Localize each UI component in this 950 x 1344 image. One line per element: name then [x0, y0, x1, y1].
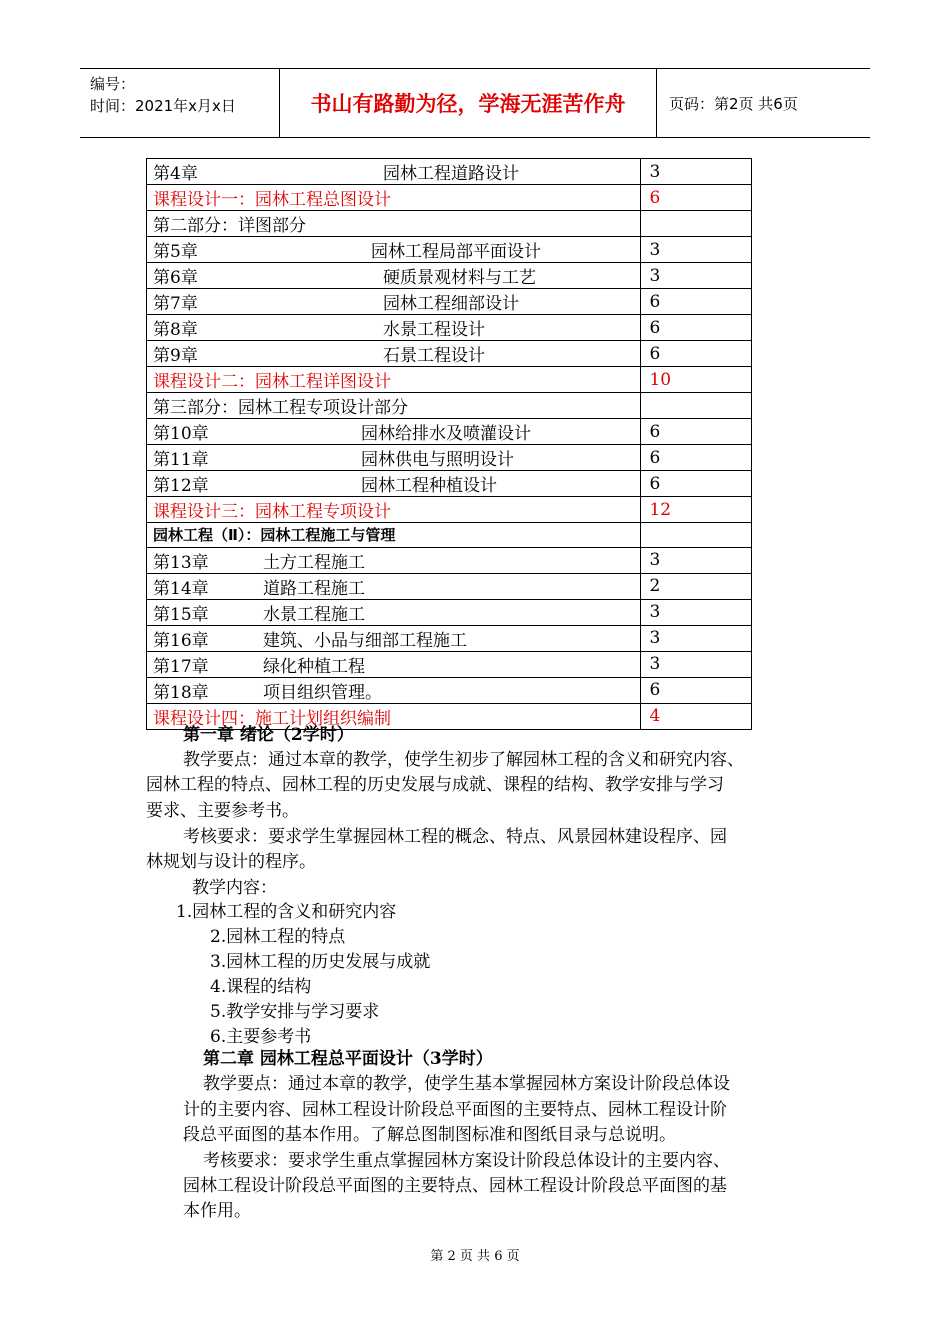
chapter2-exam-line: 本作用。: [183, 1201, 251, 1221]
chapter-title: 项目组织管理。: [263, 682, 382, 703]
chapter-number: 第16章: [153, 630, 209, 651]
table-row: [147, 237, 752, 263]
table-row: [147, 445, 752, 471]
chapter-title: 道路工程施工: [263, 578, 365, 599]
chapter1-points-line: 园林工程的特点、园林工程的历史发展与成就、课程的结构、教学安排与学习: [146, 775, 724, 795]
table-row: [147, 497, 752, 523]
hours-cell: 3: [641, 651, 752, 677]
hours-cell: 6: [641, 315, 752, 341]
chapter-title: 园林工程细部设计: [383, 294, 519, 314]
hours-cell: 6: [641, 289, 752, 315]
content-item: 3.园林工程的历史发展与成就: [210, 952, 431, 972]
table-row: [147, 677, 752, 703]
number-label: 编号：: [90, 75, 136, 93]
chapter2-points-line: 教学要点：通过本章的教学，使学生基本掌握园林方案设计阶段总体设: [203, 1074, 730, 1094]
table-row: [147, 315, 752, 341]
chapter-number: 第7章: [153, 294, 198, 314]
hours-cell: 3: [641, 263, 752, 289]
chapter-number: 第18章: [153, 682, 209, 703]
chapter-number: 第8章: [153, 320, 198, 340]
chapter-number: 第6章: [153, 268, 198, 288]
chapter1-exam-line: 林规划与设计的程序。: [146, 852, 316, 872]
chapter-number: 第5章: [153, 242, 198, 262]
chapter-title: 水景工程设计: [383, 320, 485, 340]
syllabus-table: [146, 158, 752, 730]
chapter-title: 园林供电与照明设计: [361, 450, 514, 470]
table-row: [147, 523, 752, 548]
hours-cell: 3: [641, 547, 752, 573]
hours-cell: 10: [641, 367, 752, 393]
section-label: 第三部分：园林工程专项设计部分: [147, 393, 641, 419]
content-item: 2.园林工程的特点: [210, 927, 346, 947]
table-row: [147, 263, 752, 289]
chapter-title: 建筑、小品与细部工程施工: [263, 630, 467, 651]
hours-cell: 3: [641, 159, 752, 185]
table-row: [147, 599, 752, 625]
section-label: 第二部分：详图部分: [147, 211, 641, 237]
chapter-number: 第14章: [153, 578, 209, 599]
table-row: [147, 341, 752, 367]
table-row: [147, 393, 752, 419]
chapter-number: 第4章: [153, 164, 198, 184]
chapter2-heading: 第二章 园林工程总平面设计（3学时）: [203, 1049, 493, 1069]
hours-cell: 6: [641, 677, 752, 703]
hours-cell: 3: [641, 237, 752, 263]
chapter1-points-line: 教学要点：通过本章的教学，使学生初步了解园林工程的含义和研究内容、: [183, 750, 744, 770]
hours-cell: 12: [641, 497, 752, 523]
content-item: 1.园林工程的含义和研究内容: [176, 902, 397, 922]
chapter-title: 水景工程施工: [263, 604, 365, 625]
chapter2-points-line: 计的主要内容、园林工程设计阶段总平面图的主要特点、园林工程设计阶: [183, 1100, 727, 1120]
hours-cell: 3: [641, 625, 752, 651]
content-item: 6.主要参考书: [210, 1027, 312, 1047]
header-page-label: 页码：第2页 共6页: [669, 94, 798, 113]
chapter-number: 第11章: [153, 450, 209, 470]
hours-cell: 3: [641, 599, 752, 625]
chapter-title: 园林给排水及喷灌设计: [361, 424, 531, 444]
content-item: 4.课程的结构: [210, 977, 312, 997]
page-footer: 第 2 页 共 6 页: [430, 1249, 520, 1264]
chapter-title: 石景工程设计: [383, 346, 485, 366]
chapter-title: 园林工程局部平面设计: [371, 242, 541, 262]
chapter2-exam-line: 园林工程设计阶段总平面图的主要特点、园林工程设计阶段总平面图的基: [183, 1176, 727, 1196]
hours-cell: 6: [641, 445, 752, 471]
chapter2-points-line: 段总平面图的基本作用。了解总图制图标准和图纸目录与总说明。: [183, 1125, 676, 1145]
table-row: [147, 471, 752, 497]
table-row: [147, 573, 752, 599]
chapter1-content-label: 教学内容：: [192, 878, 277, 898]
part-heading: 园林工程（Ⅱ）：园林工程施工与管理: [147, 523, 641, 548]
table-row: [147, 289, 752, 315]
hours-cell: 6: [641, 341, 752, 367]
table-row: [147, 419, 752, 445]
course-design-label: 课程设计二：园林工程详图设计: [147, 367, 641, 393]
chapter-number: 第12章: [153, 476, 209, 496]
content-item: 5.教学安排与学习要求: [210, 1002, 380, 1022]
course-design-label: 课程设计四：施工计划组织编制: [147, 703, 641, 729]
chapter1-exam-line: 考核要求：要求学生掌握园林工程的概念、特点、风景园林建设程序、园: [183, 827, 727, 847]
table-row: [147, 211, 752, 237]
chapter-number: 第10章: [153, 424, 209, 444]
chapter-title: 绿化种植工程: [263, 656, 365, 677]
chapter1-heading: 第一章 绪论（2学时）: [183, 725, 354, 745]
table-row: [147, 367, 752, 393]
hours-cell: [641, 523, 752, 548]
chapter-number: 第17章: [153, 656, 209, 677]
header-motto: 书山有路勤为径，学海无涯苦作舟: [280, 69, 657, 137]
chapter-title: 园林工程种植设计: [361, 476, 497, 496]
table-row: [147, 625, 752, 651]
header-meta: [80, 69, 280, 137]
page-header: [80, 68, 870, 138]
chapter-title: 硬质景观材料与工艺: [383, 268, 536, 288]
table-row: [147, 651, 752, 677]
hours-cell: 6: [641, 419, 752, 445]
chapter-number: 第9章: [153, 346, 198, 366]
table-row: [147, 159, 752, 185]
course-design-label: 课程设计一：园林工程总图设计: [147, 185, 641, 211]
chapter-title: 园林工程道路设计: [383, 164, 519, 184]
course-design-label: 课程设计三：园林工程专项设计: [147, 497, 641, 523]
chapter-number: 第13章: [153, 552, 209, 573]
chapter-number: 第15章: [153, 604, 209, 625]
table-row: [147, 185, 752, 211]
chapter-title: 土方工程施工: [263, 552, 365, 573]
hours-cell: 4: [641, 703, 752, 729]
time-label: 时间：2021年x月x日: [90, 97, 236, 115]
hours-cell: 2: [641, 573, 752, 599]
hours-cell: [641, 393, 752, 419]
table-row: [147, 547, 752, 573]
hours-cell: 6: [641, 471, 752, 497]
chapter2-exam-line: 考核要求：要求学生重点掌握园林方案设计阶段总体设计的主要内容、: [203, 1151, 730, 1171]
chapter1-points-line: 要求、主要参考书。: [146, 801, 299, 821]
hours-cell: [641, 211, 752, 237]
hours-cell: 6: [641, 185, 752, 211]
